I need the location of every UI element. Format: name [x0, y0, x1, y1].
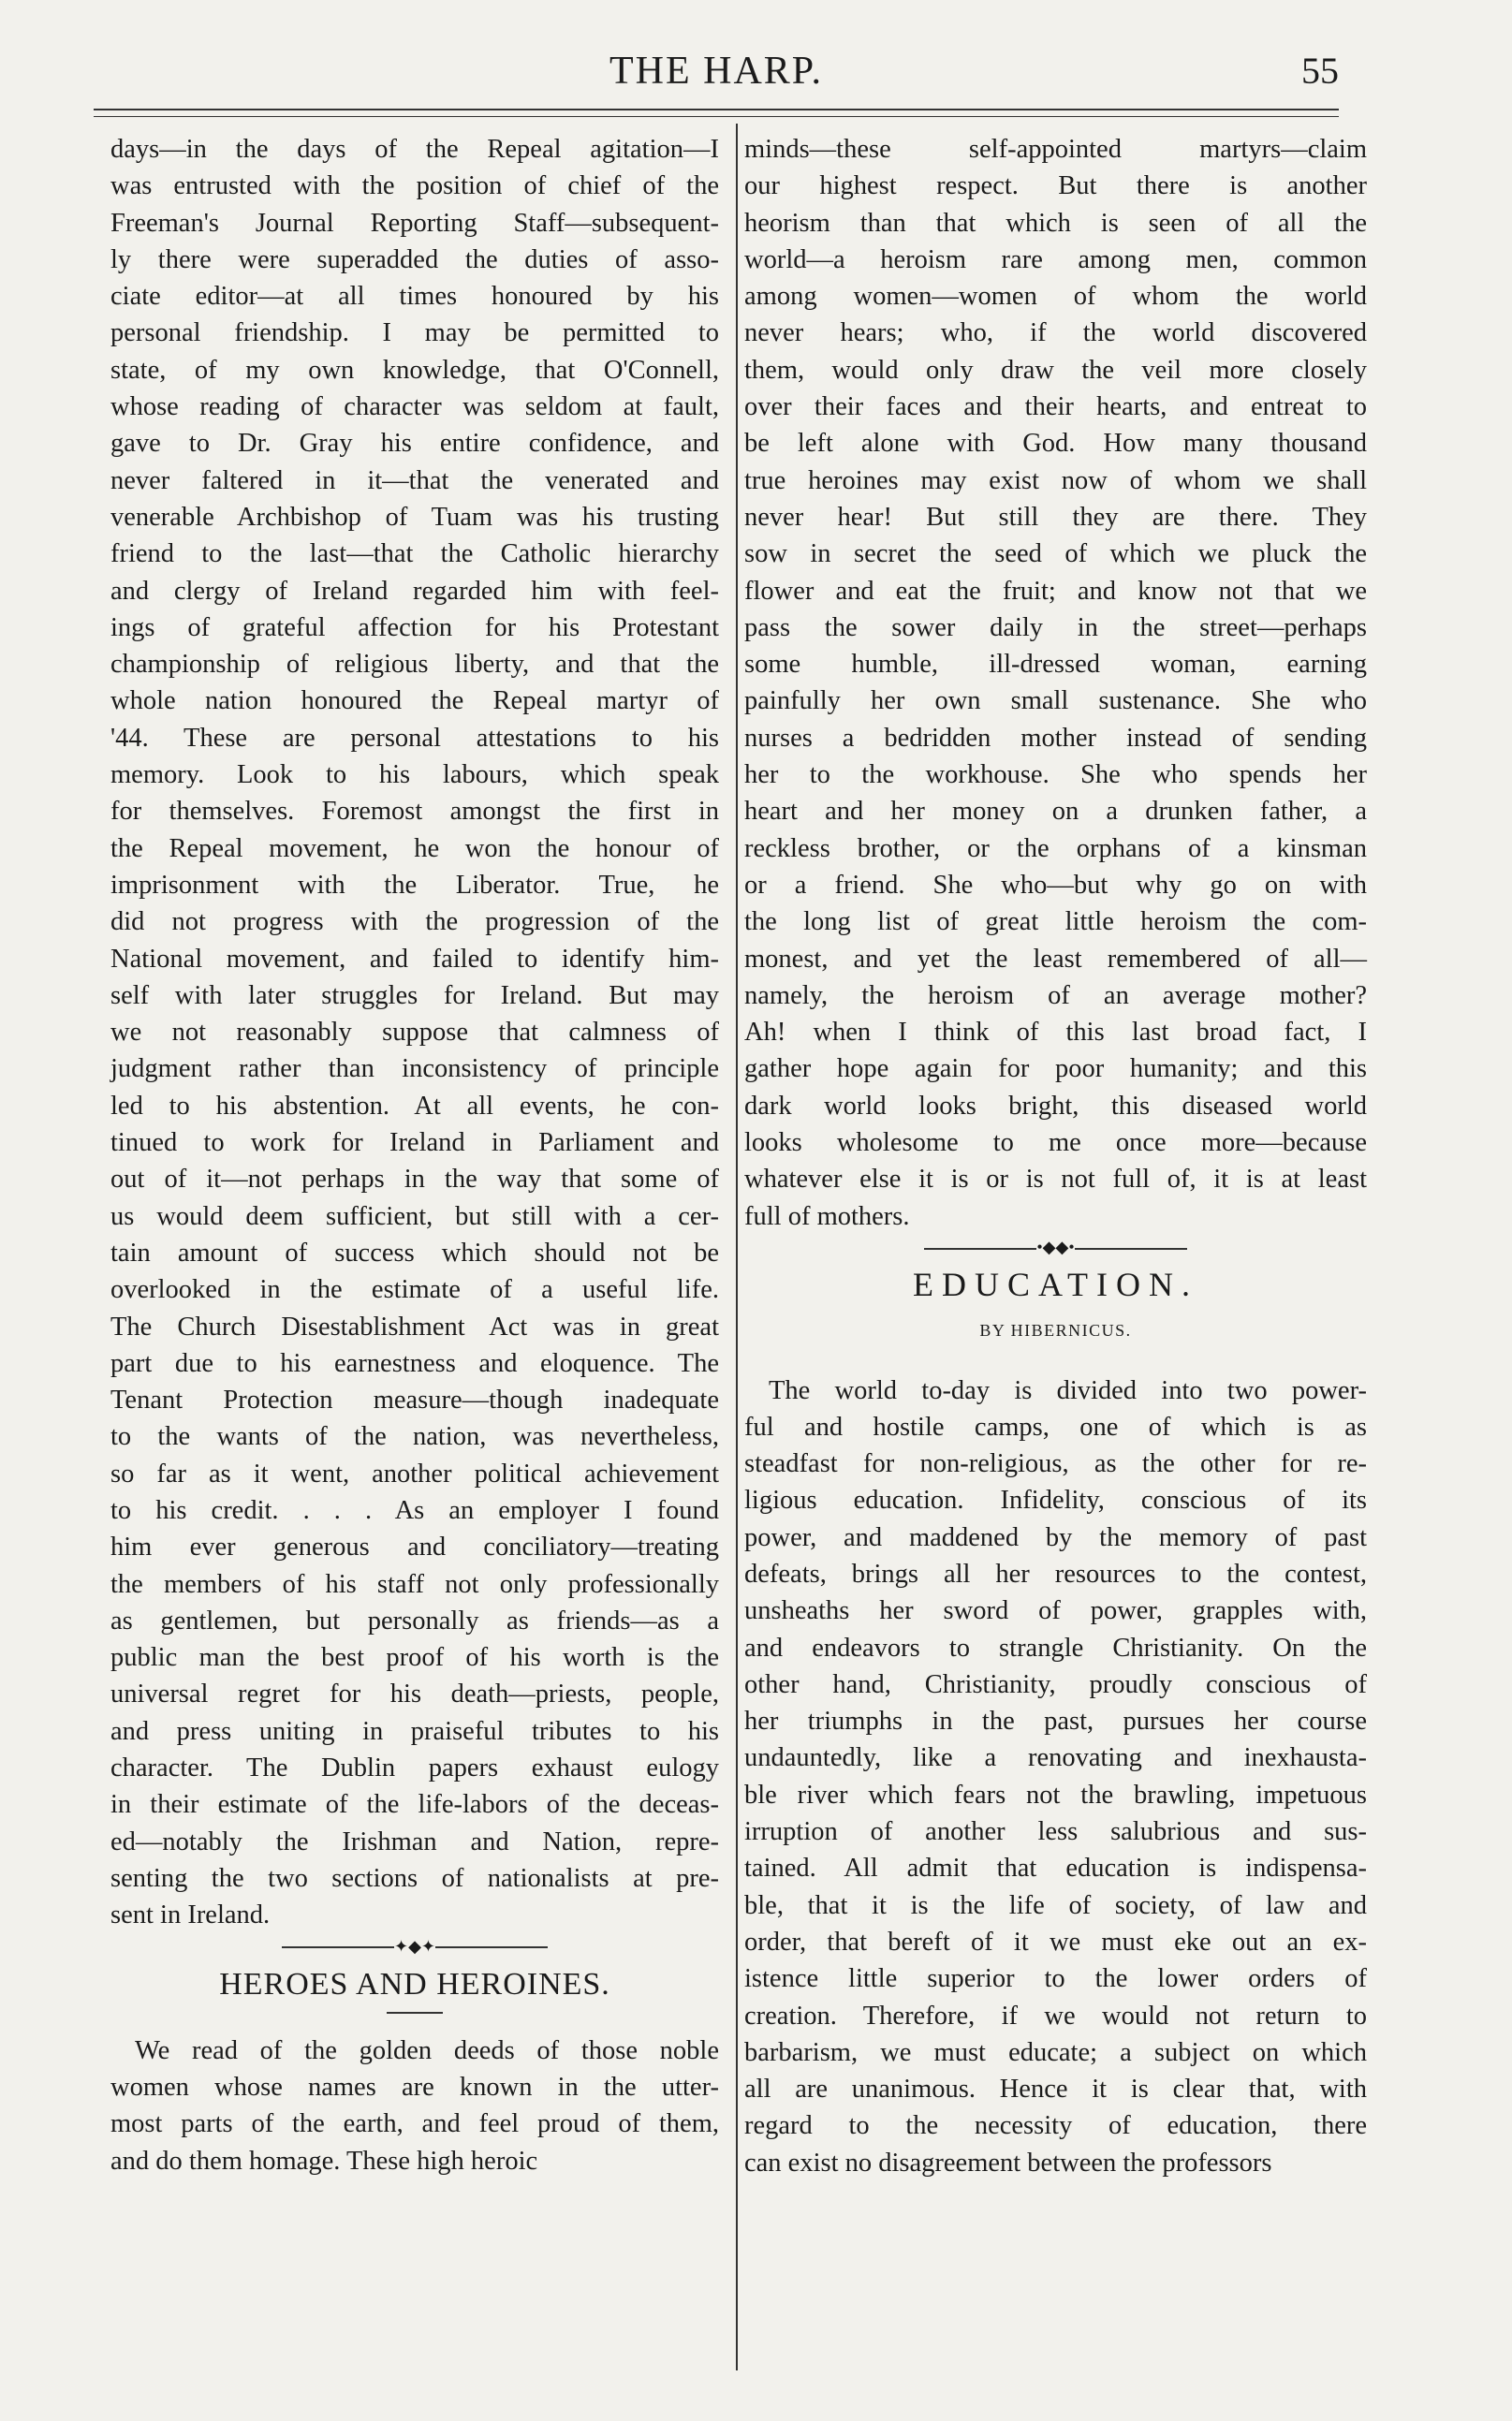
text-line: order, that bereft of it we must eke out an ex-	[744, 1927, 1367, 1957]
section-separator	[110, 1934, 719, 1959]
text-line: ed—notably the Irishman and Nation, repre-	[110, 1827, 719, 1856]
text-line: among women—women of whom the world	[744, 282, 1367, 312]
text-line: and do them homage. These high heroic	[110, 2146, 538, 2176]
text-line: over their faces and their hearts, and entreat to	[744, 392, 1367, 422]
separator-ornament: ✦◆✦	[393, 1936, 435, 1956]
text-line: state, of my own knowledge, that O'Connell,	[110, 355, 719, 385]
text-line: tain amount of success which should not be	[110, 1238, 719, 1268]
text-line: unsheaths her sword of power, grapples with,	[744, 1596, 1367, 1626]
text-line: Freeman's Journal Reporting Staff—subsequent-	[110, 208, 719, 238]
text-line: part due to his earnestness and eloquence. The	[110, 1348, 719, 1378]
text-line: ful and hostile camps, one of which is as	[744, 1412, 1367, 1442]
text-line: out of it—not perhaps in the way that some of	[110, 1165, 719, 1195]
text-line: looks wholesome to me once more—because	[744, 1128, 1367, 1158]
text-line: judgment rather than inconsistency of principle	[110, 1054, 719, 1084]
text-line: whose reading of character was seldom at fault,	[110, 392, 719, 422]
text-line: world—a heroism rare among men, common	[744, 244, 1367, 274]
text-line: ble river which fears not the brawling, impetuous	[744, 1780, 1367, 1810]
text-line: led to his abstention. At all events, he con-	[110, 1091, 719, 1121]
education-article-text	[744, 1372, 1367, 2182]
text-line: sent in Ireland.	[110, 1900, 271, 1930]
section-separator	[744, 1235, 1367, 1259]
text-line: monest, and yet the least remembered of all—	[744, 944, 1367, 974]
text-line: or a friend. She who—but why go on with	[744, 870, 1367, 900]
text-line: ligious education. Infidelity, conscious of its	[744, 1486, 1367, 1516]
text-line: ings of grateful affection for his Protestant	[110, 612, 719, 642]
text-line: them, would only draw the veil more closely	[744, 355, 1367, 385]
text-line: us would deem sufficient, but still with a cer-	[110, 1201, 719, 1231]
text-line: gave to Dr. Gray his entire confidence, and	[110, 429, 719, 459]
text-line: painfully her own small sustenance. She who	[744, 686, 1367, 716]
text-line: imprisonment with the Liberator. True, he	[110, 870, 719, 900]
page-header	[94, 49, 1339, 105]
text-line: namely, the heroism of an average mother?	[744, 980, 1367, 1010]
text-line: him ever generous and conciliatory—treating	[110, 1533, 719, 1563]
heading-rule	[387, 2012, 443, 2014]
text-line: her to the workhouse. She who spends her	[744, 760, 1367, 790]
heroes-article-text	[110, 2032, 719, 2179]
text-line: memory. Look to his labours, which speak	[110, 760, 719, 790]
section-heading-education: EDUCATION.	[913, 1265, 1198, 1303]
text-line: and clergy of Ireland regarded him with feel-	[110, 576, 719, 606]
text-line: The world to-day is divided into two power-	[769, 1375, 1367, 1405]
text-line: be left alone with God. How many thousand	[744, 429, 1367, 459]
page-number: 55	[1301, 50, 1339, 92]
text-line: National movement, and failed to identify him-	[110, 944, 719, 974]
text-line: the long list of great little heroism the com-	[744, 907, 1367, 937]
text-line: all are unanimous. Hence it is clear that, with	[744, 2075, 1367, 2105]
text-line: gather hope again for poor humanity; and this	[744, 1054, 1367, 1084]
text-line: and endeavors to strangle Christianity. On the	[744, 1633, 1367, 1663]
text-line: we not reasonably suppose that calmness of	[110, 1018, 719, 1048]
text-line: for themselves. Foremost amongst the first in	[110, 797, 719, 827]
text-line: women whose names are known in the utter-	[110, 2073, 719, 2103]
text-line: power, and maddened by the memory of past	[744, 1522, 1367, 1552]
text-line: her triumphs in the past, pursues her course	[744, 1707, 1367, 1737]
text-line: personal friendship. I may be permitted to	[110, 318, 719, 348]
text-line: Ah! when I think of this last broad fact, I	[744, 1018, 1367, 1048]
text-line: to the wants of the nation, was nevertheless,	[110, 1422, 719, 1452]
text-line: pass the sower daily in the street—perhaps	[744, 612, 1367, 642]
text-line: flower and eat the fruit; and know not that we	[744, 576, 1367, 606]
text-line: heart and her money on a drunken father, a	[744, 797, 1367, 827]
text-line: and press uniting in praiseful tributes to his	[110, 1716, 719, 1746]
text-line: most parts of the earth, and feel proud of them,	[110, 2109, 719, 2139]
text-line: the members of his staff not only professionally	[110, 1569, 719, 1599]
text-line: ble, that it is the life of society, of law and	[744, 1890, 1367, 1920]
running-title: THE HARP.	[609, 50, 824, 93]
text-line: public man the best proof of his worth is the	[110, 1643, 719, 1673]
text-line: whatever else it is or is not full of, it is at least	[744, 1165, 1367, 1195]
text-line: tained. All admit that education is indispensa-	[744, 1854, 1367, 1884]
heroes-article-continued	[744, 131, 1367, 1235]
text-line: heorism than that which is seen of all the	[744, 208, 1367, 238]
text-line: so far as it went, another political achievement	[110, 1459, 719, 1489]
right-column	[744, 131, 1367, 2181]
text-line: championship of religious liberty, and that the	[110, 650, 719, 680]
text-line: as gentlemen, but personally as friends—as a	[110, 1606, 719, 1636]
text-line: our highest respect. But there is another	[744, 171, 1367, 201]
text-line: never hear! But still they are there. They	[744, 502, 1367, 532]
text-line: whole nation honoured the Repeal martyr of	[110, 686, 719, 716]
left-column	[110, 131, 719, 2179]
text-line: friend to the last—that the Catholic hierarchy	[110, 539, 719, 569]
text-line: overlooked in the estimate of a useful life.	[110, 1275, 719, 1305]
text-line: senting the two sections of nationalists at pre-	[110, 1863, 719, 1893]
text-line: defeats, brings all her resources to the contest,	[744, 1559, 1367, 1589]
text-line: the Repeal movement, he won the honour of	[110, 833, 719, 863]
text-line: did not progress with the progression of the	[110, 907, 719, 937]
text-line: full of mothers.	[744, 1201, 910, 1231]
text-line: regard to the necessity of education, there	[744, 2111, 1367, 2141]
text-line: never faltered in it—that the venerated and	[110, 465, 719, 495]
text-line: dark world looks bright, this diseased world	[744, 1091, 1367, 1121]
header-rule	[94, 109, 1339, 110]
article-text	[110, 131, 719, 1934]
text-line: istence little superior to the lower orders of	[744, 1964, 1367, 1994]
author-byline: BY HIBERNICUS.	[979, 1321, 1132, 1341]
text-line: other hand, Christianity, proudly conscious of	[744, 1669, 1367, 1699]
text-line: reckless brother, or the orphans of a kinsman	[744, 833, 1367, 863]
separator-ornament: •◆◆•	[1036, 1237, 1075, 1256]
text-line: steadfast for non-religious, as the other for re-	[744, 1449, 1367, 1479]
section-heading-heroes: HEROES AND HEROINES.	[219, 1966, 610, 2002]
text-line: some humble, ill-dressed woman, earning	[744, 650, 1367, 680]
text-line: We read of the golden deeds of those noble	[135, 2035, 719, 2065]
text-line: days—in the days of the Repeal agitation—I	[110, 135, 719, 164]
text-line: universal regret for his death—priests, people,	[110, 1680, 719, 1709]
text-line: The Church Disestablishment Act was in great	[110, 1312, 719, 1342]
text-line: tinued to work for Ireland in Parliament and	[110, 1128, 719, 1158]
text-line: can exist no disagreement between the professors	[744, 2148, 1272, 2178]
text-line: never hears; who, if the world discovered	[744, 318, 1367, 348]
text-line: character. The Dublin papers exhaust eulogy	[110, 1753, 719, 1783]
text-line: was entrusted with the position of chief of the	[110, 171, 719, 201]
text-line: self with later struggles for Ireland. But may	[110, 980, 719, 1010]
text-line: barbarism, we must educate; a subject on which	[744, 2037, 1367, 2067]
text-line: undauntedly, like a renovating and inexhausta-	[744, 1743, 1367, 1773]
text-line: nurses a bedridden mother instead of sending	[744, 723, 1367, 753]
text-line: sow in secret the seed of which we pluck the	[744, 539, 1367, 569]
text-line: to his credit. . . . As an employer I found	[110, 1495, 719, 1525]
text-line: Tenant Protection measure—though inadequate	[110, 1386, 719, 1416]
text-line: creation. Therefore, if we would not return to	[744, 2001, 1367, 2031]
text-line: ly there were superadded the duties of asso-	[110, 244, 719, 274]
column-divider	[736, 124, 738, 2370]
text-line: '44. These are personal attestations to his	[110, 723, 719, 753]
text-line: venerable Archbishop of Tuam was his trusting	[110, 502, 719, 532]
text-line: ciate editor—at all times honoured by his	[110, 282, 719, 312]
text-line: true heroines may exist now of whom we shall	[744, 465, 1367, 495]
text-line: in their estimate of the life-labors of the deceas-	[110, 1790, 719, 1820]
text-line: minds—these self-appointed martyrs—claim	[744, 135, 1367, 164]
header-rule-thin	[94, 116, 1339, 117]
text-line: irruption of another less salubrious and sus-	[744, 1817, 1367, 1847]
